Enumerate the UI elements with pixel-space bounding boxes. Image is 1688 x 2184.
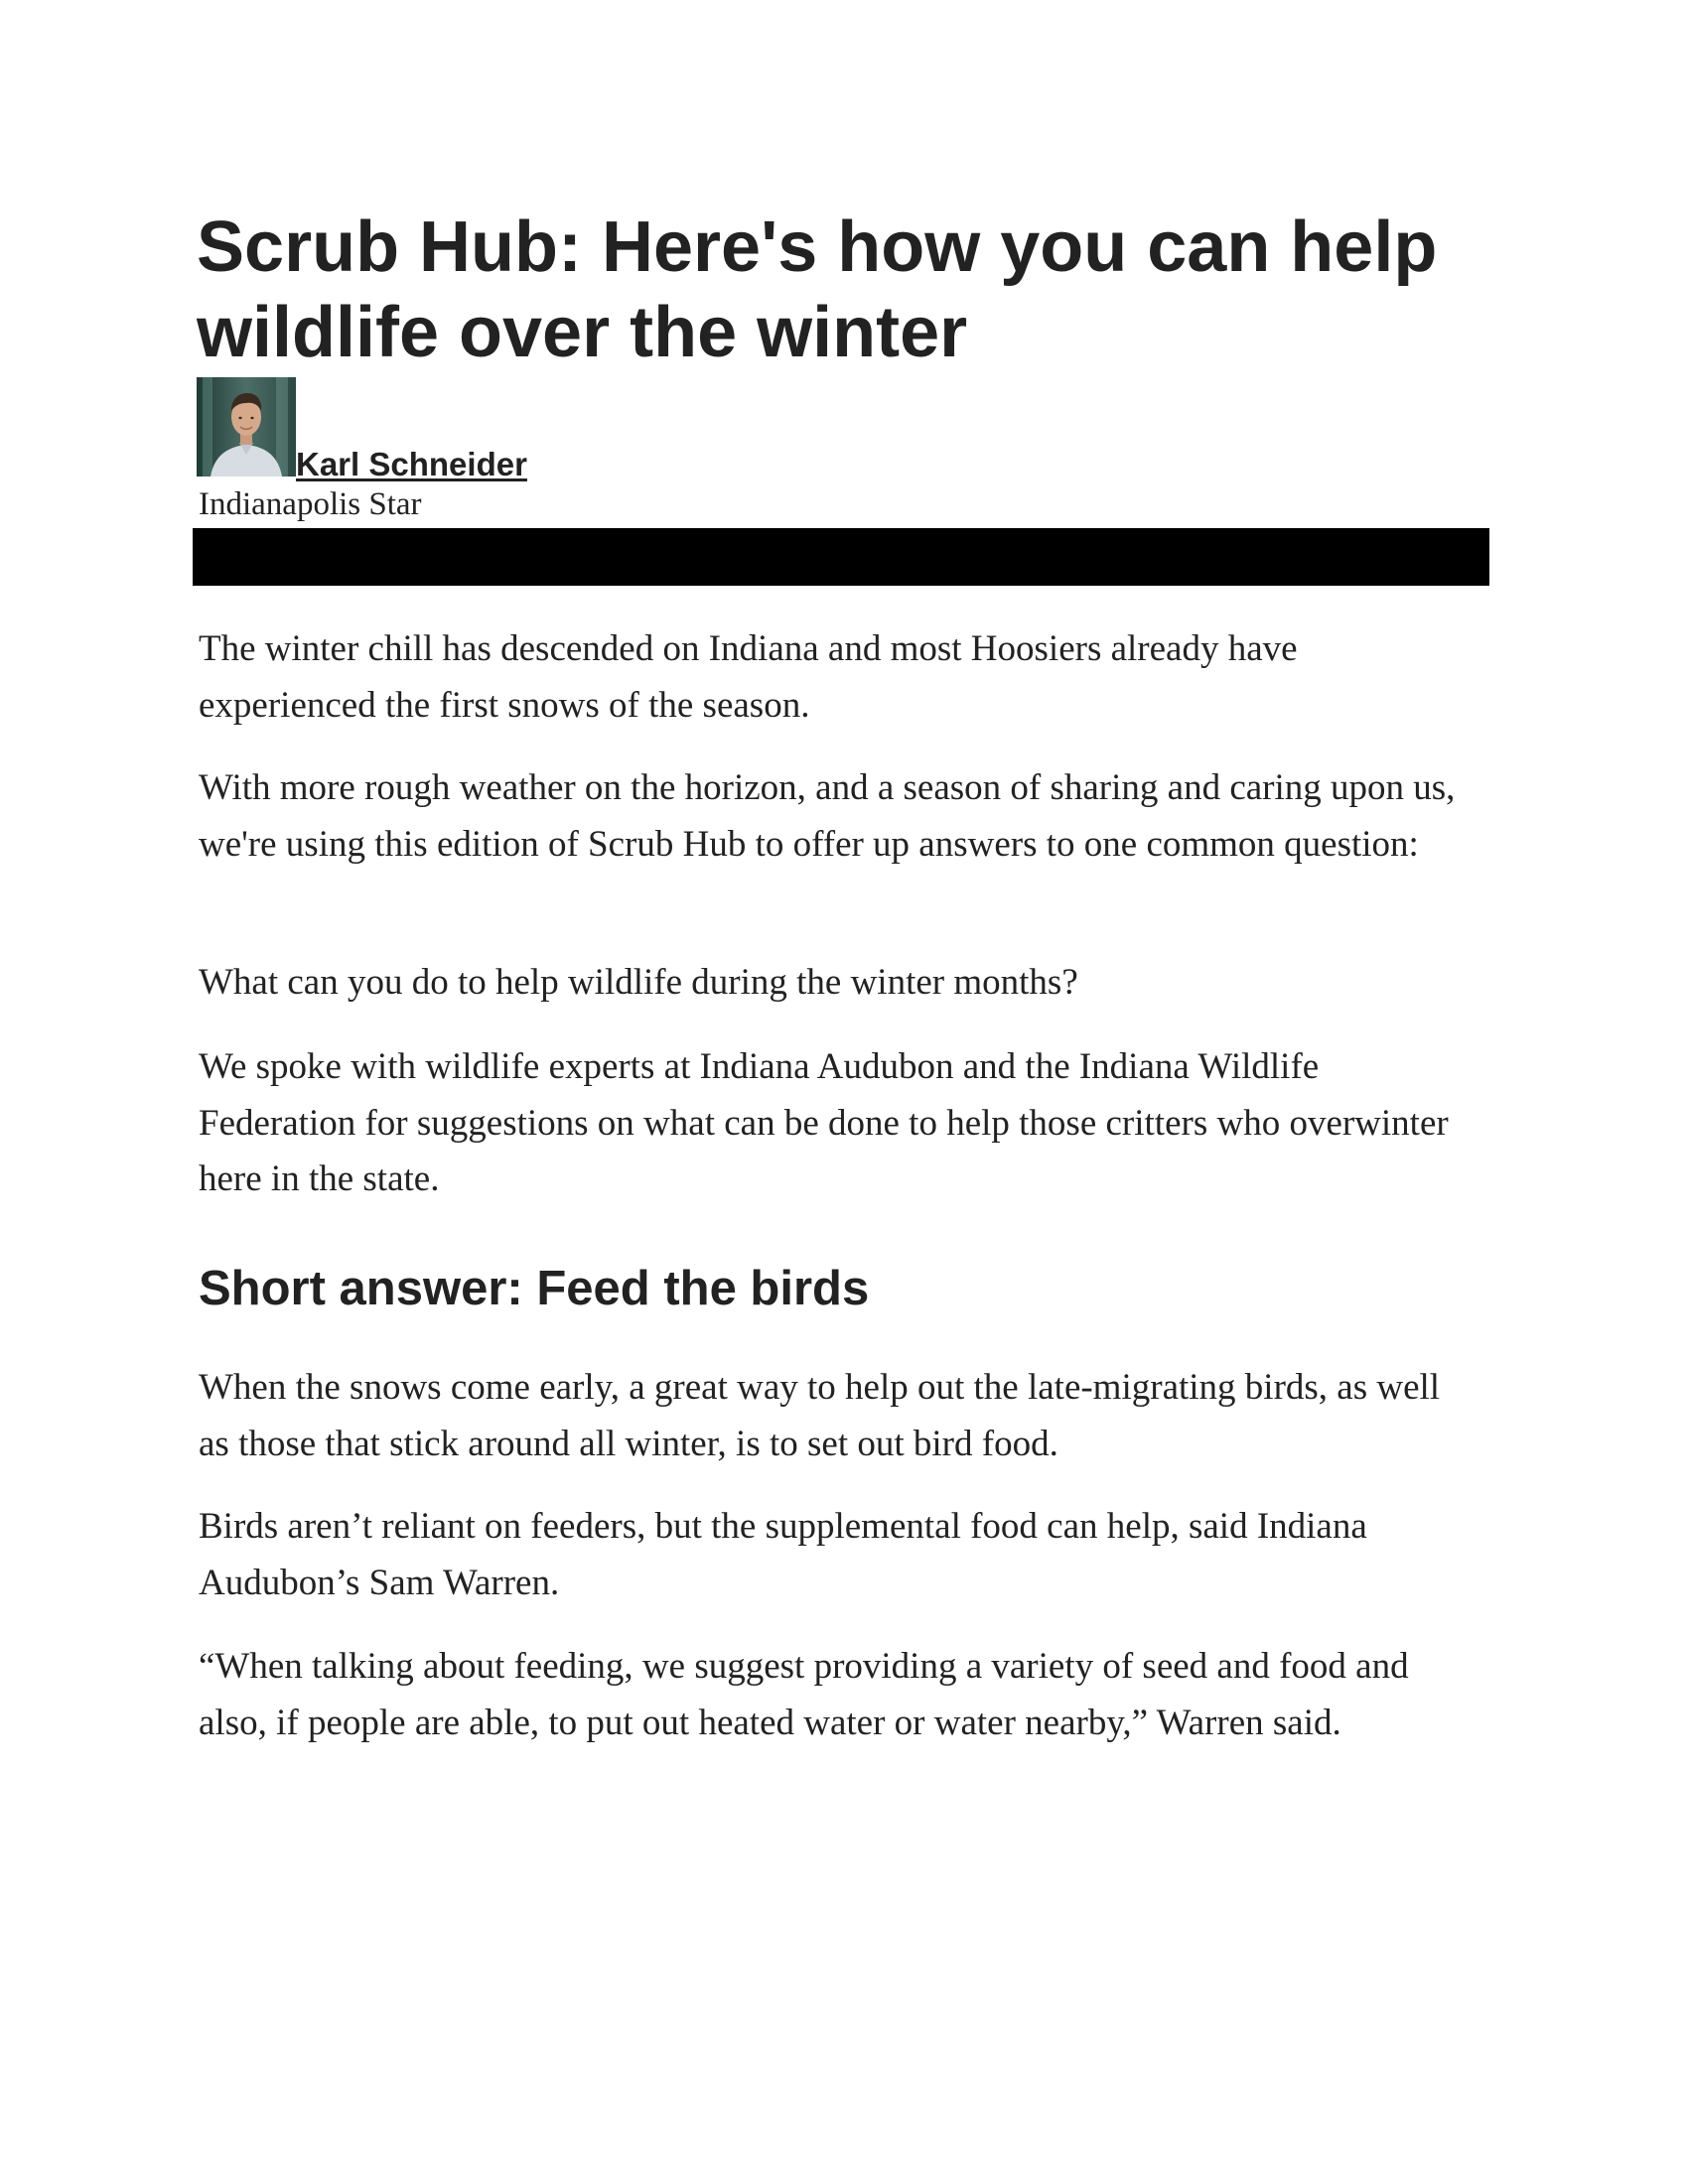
article-headline: Scrub Hub: Here's how you can help wildlife over the winter <box>197 207 1438 372</box>
paragraph-5: When the snows come early, a great way to help out the late-migrating birds, as well as those that stick around all winter, is to set out bird food. <box>199 1367 1441 1464</box>
paragraph-6: Birds aren’t reliant on feeders, but the supplemental food can help, said Indiana Audubon’s Sam Warren. <box>199 1506 1367 1603</box>
paragraph-3: What can you do to help wildlife during the winter months? <box>199 962 1078 1003</box>
paragraph-7: “When talking about feeding, we suggest providing a variety of seed and food and also, if people are able, to put out heated water or water nearby,” Warren said. <box>199 1646 1409 1743</box>
section-subheading: Short answer: Feed the birds <box>199 1262 870 1315</box>
author-name-link[interactable]: Karl Schneider <box>296 446 527 482</box>
redaction-bar <box>193 528 1489 586</box>
paragraph-1: The winter chill has descended on Indiana and most Hoosiers already have experienced the first snows of the season. <box>199 628 1298 726</box>
byline <box>197 375 527 482</box>
publication-name: Indianapolis Star <box>199 486 422 522</box>
author-avatar <box>197 377 296 477</box>
paragraph-4: We spoke with wildlife experts at Indiana Audubon and the Indiana Wildlife Federation for suggestions on what can be done to help those critters who overwinter here in the state. <box>199 1046 1449 1199</box>
paragraph-2: With more rough weather on the horizon, and a season of sharing and caring upon us, we're using this edition of Scrub Hub to offer up answers to one common question: <box>199 767 1456 865</box>
